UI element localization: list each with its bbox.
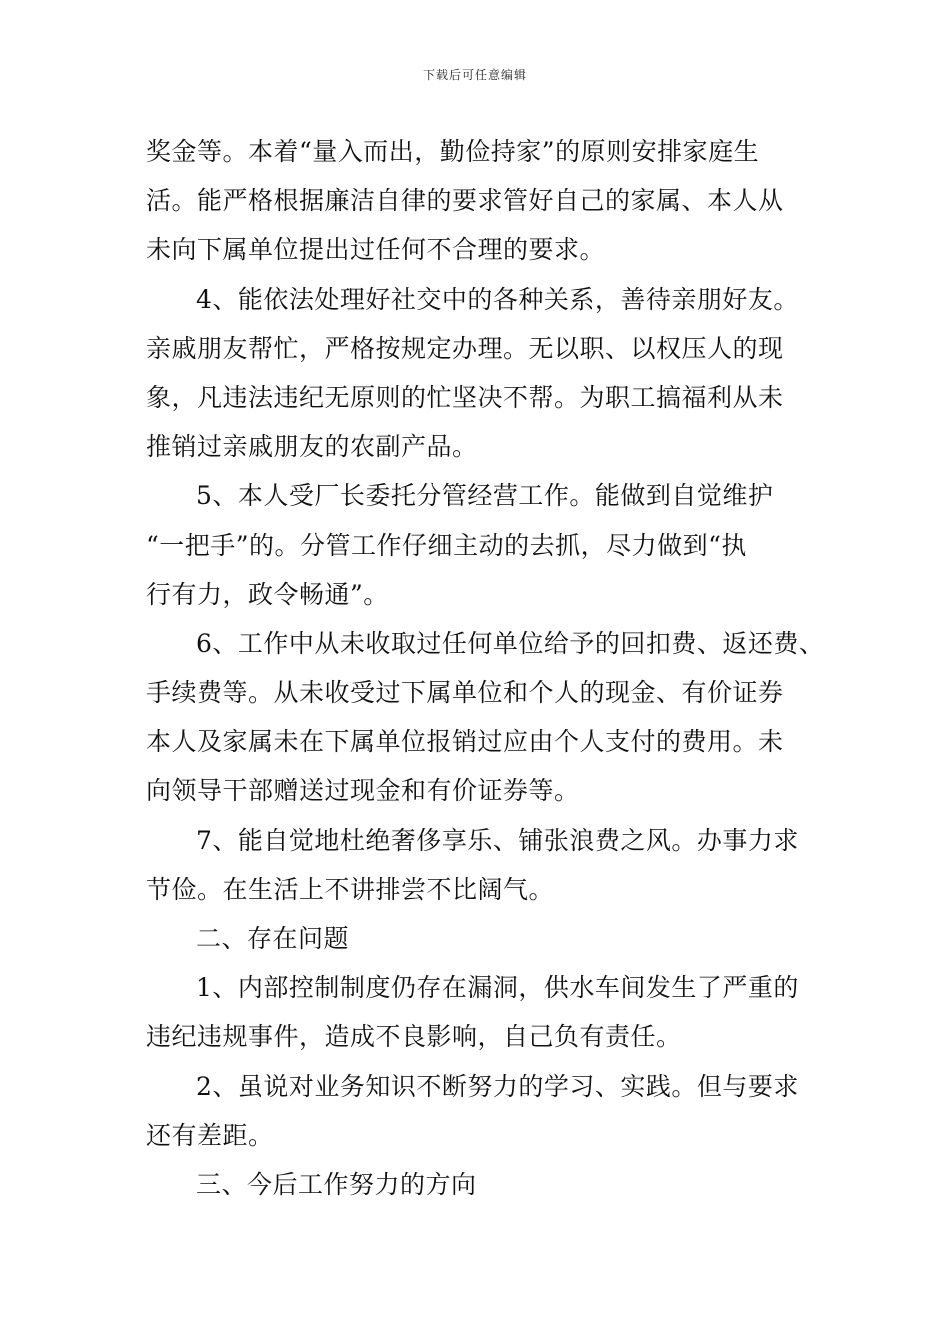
text-line: 手续费等。从未收受过下属单位和个人的现金、有价证券 <box>146 678 784 708</box>
text-line: 活。能严格根据廉洁自律的要求管好自己的家属、本人从 <box>146 186 784 216</box>
section-heading: 三、今后工作努力的方向 <box>196 1169 477 1199</box>
text-line: 亲戚朋友帮忙，严格按规定办理。无以职、以权压人的现 <box>146 333 784 363</box>
text-line: 还有差距。 <box>146 1120 274 1150</box>
document-body <box>146 127 825 1209</box>
paragraph-start-line: 5、本人受厂长委托分管经营工作。能做到自觉维护 <box>196 481 774 511</box>
text-line: 象，凡违法违纪无原则的忙坚决不帮。为职工搞福利从未 <box>146 382 784 412</box>
paragraph-start-line: 1、内部控制制度仍存在漏洞，供水车间发生了严重的 <box>196 973 799 1003</box>
page-header: 下载后可任意编辑 <box>422 68 527 82</box>
text-line: 违纪违规事件，造成不良影响，自己负有责任。 <box>146 1022 682 1052</box>
paragraph-start-line: 6、工作中从未收取过任何单位给予的回扣费、返还费、 <box>196 628 825 658</box>
text-line: 本人及家属未在下属单位报销过应由个人支付的费用。未 <box>146 727 784 757</box>
text-line: 未向下属单位提出过任何不合理的要求。 <box>146 235 606 265</box>
text-line: 推销过亲戚朋友的农副产品。 <box>146 432 478 462</box>
text-line: “一把手”的。分管工作仔细主动的去抓，尽力做到“执 <box>146 530 747 560</box>
text-line: 向领导干部赠送过现金和有价证券等。 <box>146 776 580 806</box>
paragraph-start-line: 2、虽说对业务知识不断努力的学习、实践。但与要求 <box>196 1071 799 1101</box>
text-line: 奖金等。本着“量入而出，勤俭持家”的原则安排家庭生 <box>146 137 760 166</box>
paragraph-start-line: 7、能自觉地杜绝奢侈享乐、铺张浪费之风。办事力求 <box>196 825 799 855</box>
text-line: 节俭。在生活上不讲排尝不比阔气。 <box>146 874 555 904</box>
paragraph-start-line: 4、能依法处理好社交中的各种关系，善待亲朋好友。 <box>196 284 799 314</box>
section-heading: 二、存在问题 <box>196 924 350 953</box>
text-line: 行有力，政令畅通”。 <box>146 579 389 609</box>
